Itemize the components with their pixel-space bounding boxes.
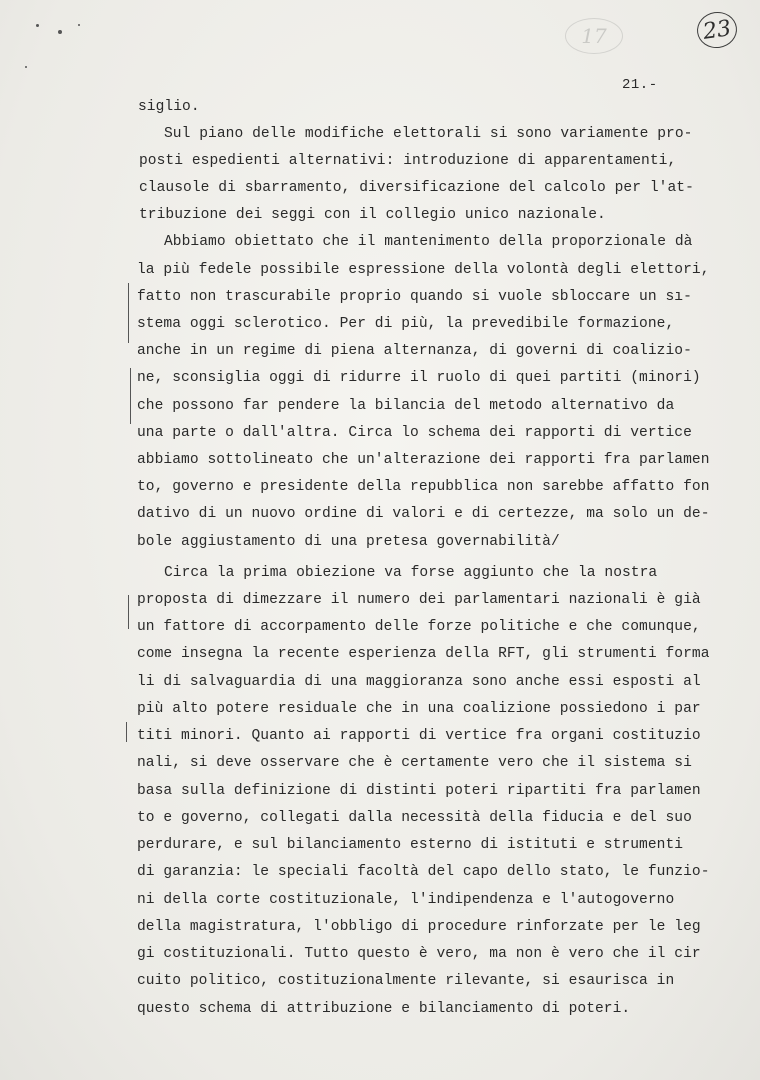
faint-stamp-number: 17 <box>581 24 607 48</box>
text-line: un fattore di accorpamento delle forze politiche e che comunque, <box>137 619 701 635</box>
text-line: una parte o dall'altra. Circa lo schema dei rapporti di vertice <box>137 425 692 441</box>
text-line: proposta di dimezzare il numero dei parlamentari nazionali è già <box>137 592 701 608</box>
text-line: Abbiamo obiettato che il mantenimento della proporzionale dà <box>164 234 693 250</box>
text-line: tribuzione dei seggi con il collegio unico nazionale. <box>139 207 606 223</box>
text-line: perdurare, e sul bilanciamento esterno di istituti e strumenti <box>137 837 684 853</box>
text-line: to, governo e presidente della repubblica non sarebbe affatto fon <box>137 479 710 495</box>
text-line: Sul piano delle modifiche elettorali si sono variamente pro- <box>164 126 693 142</box>
stamp-number: 23 <box>701 15 733 45</box>
text-line: ni della corte costituzionale, l'indipendenza e l'autogoverno <box>137 892 675 908</box>
text-line: che possono far pendere la bilancia del metodo alternativo da <box>137 398 675 414</box>
text-line: questo schema di attribuzione e bilanciamento di poteri. <box>137 1001 631 1017</box>
text-line: dativo di un nuovo ordine di valori e di certezze, ma solo un de- <box>137 506 710 522</box>
text-line: nali, si deve osservare che è certamente vero che il sistema si <box>137 755 692 771</box>
text-line: titi minori. Quanto ai rapporti di vertice fra organi costituzio <box>137 728 701 744</box>
text-line: abbiamo sottolineato che un'alterazione dei rapporti fra parlamen <box>137 452 710 468</box>
text-line: della magistratura, l'obbligo di procedure rinforzate per le leg <box>137 919 701 935</box>
text-line: gi costituzionali. Tutto questo è vero, ma non è vero che il cir <box>137 946 701 962</box>
text-line: clausole di sbarramento, diversificazione del calcolo per l'at- <box>139 180 694 196</box>
text-line: anche in un regime di piena alternanza, di governi di coalizio- <box>137 343 692 359</box>
text-line: come insegna la recente esperienza della RFT, gli strumenti forma <box>137 646 710 662</box>
text-line: siglio. <box>138 99 200 115</box>
text-line: bole aggiustamento di una pretesa governabilità/ <box>137 534 560 550</box>
text-line: più alto potere residuale che in una coalizione possiedono i par <box>137 701 701 717</box>
text-line: la più fedele possibile espressione della volontà degli elettori, <box>137 262 710 278</box>
text-line: cuito politico, costituzionalmente rilevante, si esaurisca in <box>137 973 675 989</box>
text-line: stema oggi sclerotico. Per di più, la prevedibile formazione, <box>137 316 675 332</box>
text-line: posti espedienti alternativi: introduzione di apparentamenti, <box>139 153 677 169</box>
text-line: fatto non trascurabile proprio quando si vuole sbloccare un sı- <box>137 289 692 305</box>
text-line: Circa la prima obiezione va forse aggiunto che la nostra <box>164 565 658 581</box>
text-line: to e governo, collegati dalla necessità della fiducia e del suo <box>137 810 692 826</box>
text-line: basa sulla definizione di distinti poteri ripartiti fra parlamen <box>137 783 701 799</box>
text-line: di garanzia: le speciali facoltà del capo dello stato, le funzio- <box>137 864 710 880</box>
text-line: li di salvaguardia di una maggioranza sono anche essi esposti al <box>137 674 701 690</box>
page-number: 21.- <box>622 77 658 93</box>
text-line: ne, sconsiglia oggi di ridurre il ruolo di quei partiti (minori) <box>137 370 701 386</box>
